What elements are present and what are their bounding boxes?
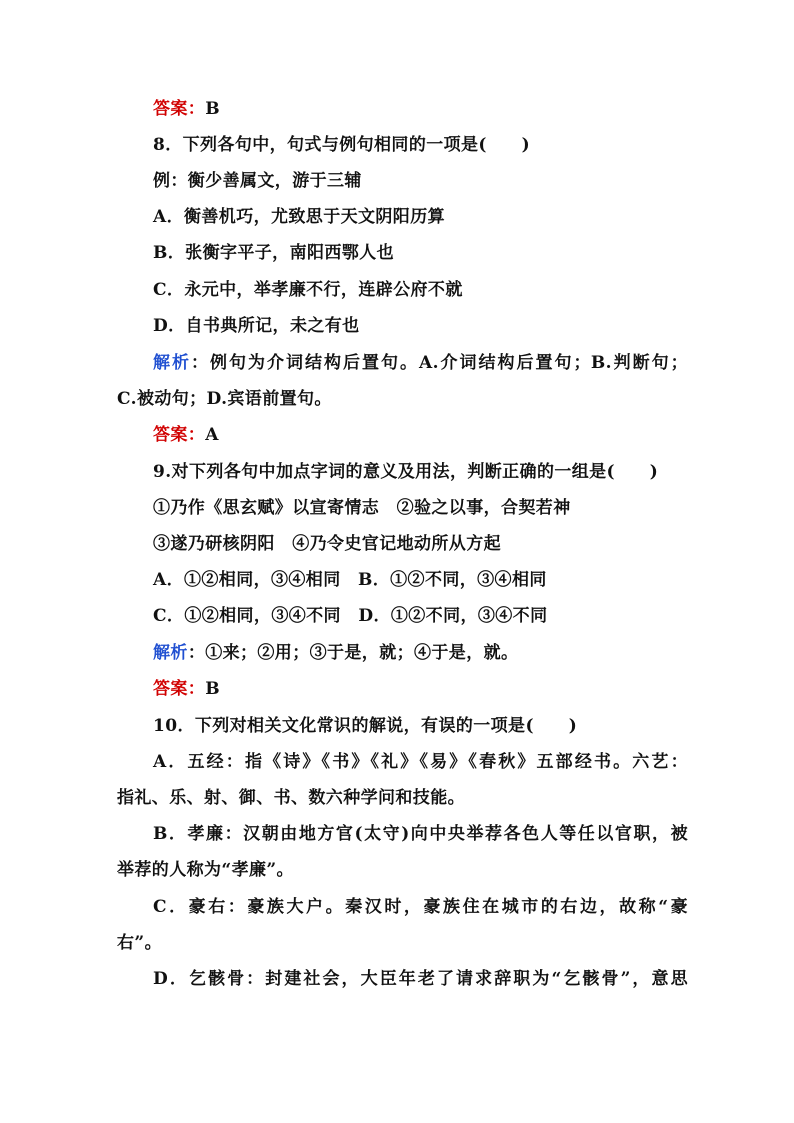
question-10-option-a-cont: 指礼、乐、射、御、书、数六种学问和技能。 bbox=[117, 788, 465, 808]
question-9-options-cd: C．①②相同，③④不同 D．①②不同，③④不同 bbox=[153, 606, 548, 626]
answer-label: 答案： bbox=[153, 425, 206, 445]
question-10-option-d: D．乞骸骨：封建社会，大臣年老了请求辞职为“乞骸骨”，意思 bbox=[153, 969, 688, 989]
question-9-stem: 9.对下列各句中加点字词的意义及用法，判断正确的一组是( ) bbox=[153, 462, 659, 482]
analysis-label: 解析 bbox=[153, 643, 188, 663]
analysis-line bbox=[153, 641, 688, 665]
analysis-line bbox=[153, 351, 688, 375]
answer-value: A bbox=[205, 425, 219, 445]
analysis-text: ：①来；②用；③于是，就；④于是，就。 bbox=[187, 643, 519, 663]
question-10-option-c-cont: 右”。 bbox=[117, 933, 162, 953]
question-8-example: 例：衡少善属文，游于三辅 bbox=[153, 171, 362, 191]
question-9-items-2: ③遂乃研核阴阳 ④乃令史官记地动所从方起 bbox=[153, 534, 501, 554]
answer-line bbox=[153, 97, 688, 121]
question-10-stem: 10．下列对相关文化常识的解说，有误的一项是( ) bbox=[153, 716, 578, 736]
answer-value: B bbox=[205, 679, 220, 699]
analysis-continuation: C.被动句；D.宾语前置句。 bbox=[117, 389, 332, 409]
question-8-option-d: D．自书典所记，未之有也 bbox=[153, 316, 360, 336]
answer-line bbox=[153, 677, 688, 701]
question-8-stem: 8．下列各句中，句式与例句相同的一项是( ) bbox=[153, 135, 531, 155]
question-9-items-1: ①乃作《思玄赋》以宣寄情志 ②验之以事，合契若神 bbox=[153, 498, 571, 518]
question-10-option-b-cont: 举荐的人称为“孝廉”。 bbox=[117, 860, 294, 880]
question-8-option-a: A．衡善机巧，尤致思于天文阴阳历算 bbox=[153, 207, 445, 227]
answer-label: 答案： bbox=[153, 99, 206, 119]
answer-line bbox=[153, 423, 688, 447]
question-10-option-b: B．孝廉：汉朝由地方官(太守)向中央举荐各色人等任以官职，被 bbox=[153, 824, 688, 844]
answer-label: 答案： bbox=[153, 679, 206, 699]
answer-value: B bbox=[205, 99, 220, 119]
question-9-options-ab: A．①②相同，③④相同 B．①②不同，③④相同 bbox=[153, 570, 547, 590]
question-10-option-c: C．豪右：豪族大户。秦汉时，豪族住在城市的右边，故称“豪 bbox=[153, 897, 688, 917]
question-8-option-c: C．永元中，举孝廉不行，连辟公府不就 bbox=[153, 280, 463, 300]
question-8-option-b: B．张衡字平子，南阳西鄂人也 bbox=[153, 243, 394, 263]
question-10-option-a: A．五经：指《诗》《书》《礼》《易》《春秋》五部经书。六艺： bbox=[153, 752, 688, 772]
analysis-text: ：例句为介词结构后置句。A.介词结构后置句；B.判断句； bbox=[191, 353, 688, 373]
analysis-label: 解析 bbox=[153, 353, 191, 373]
